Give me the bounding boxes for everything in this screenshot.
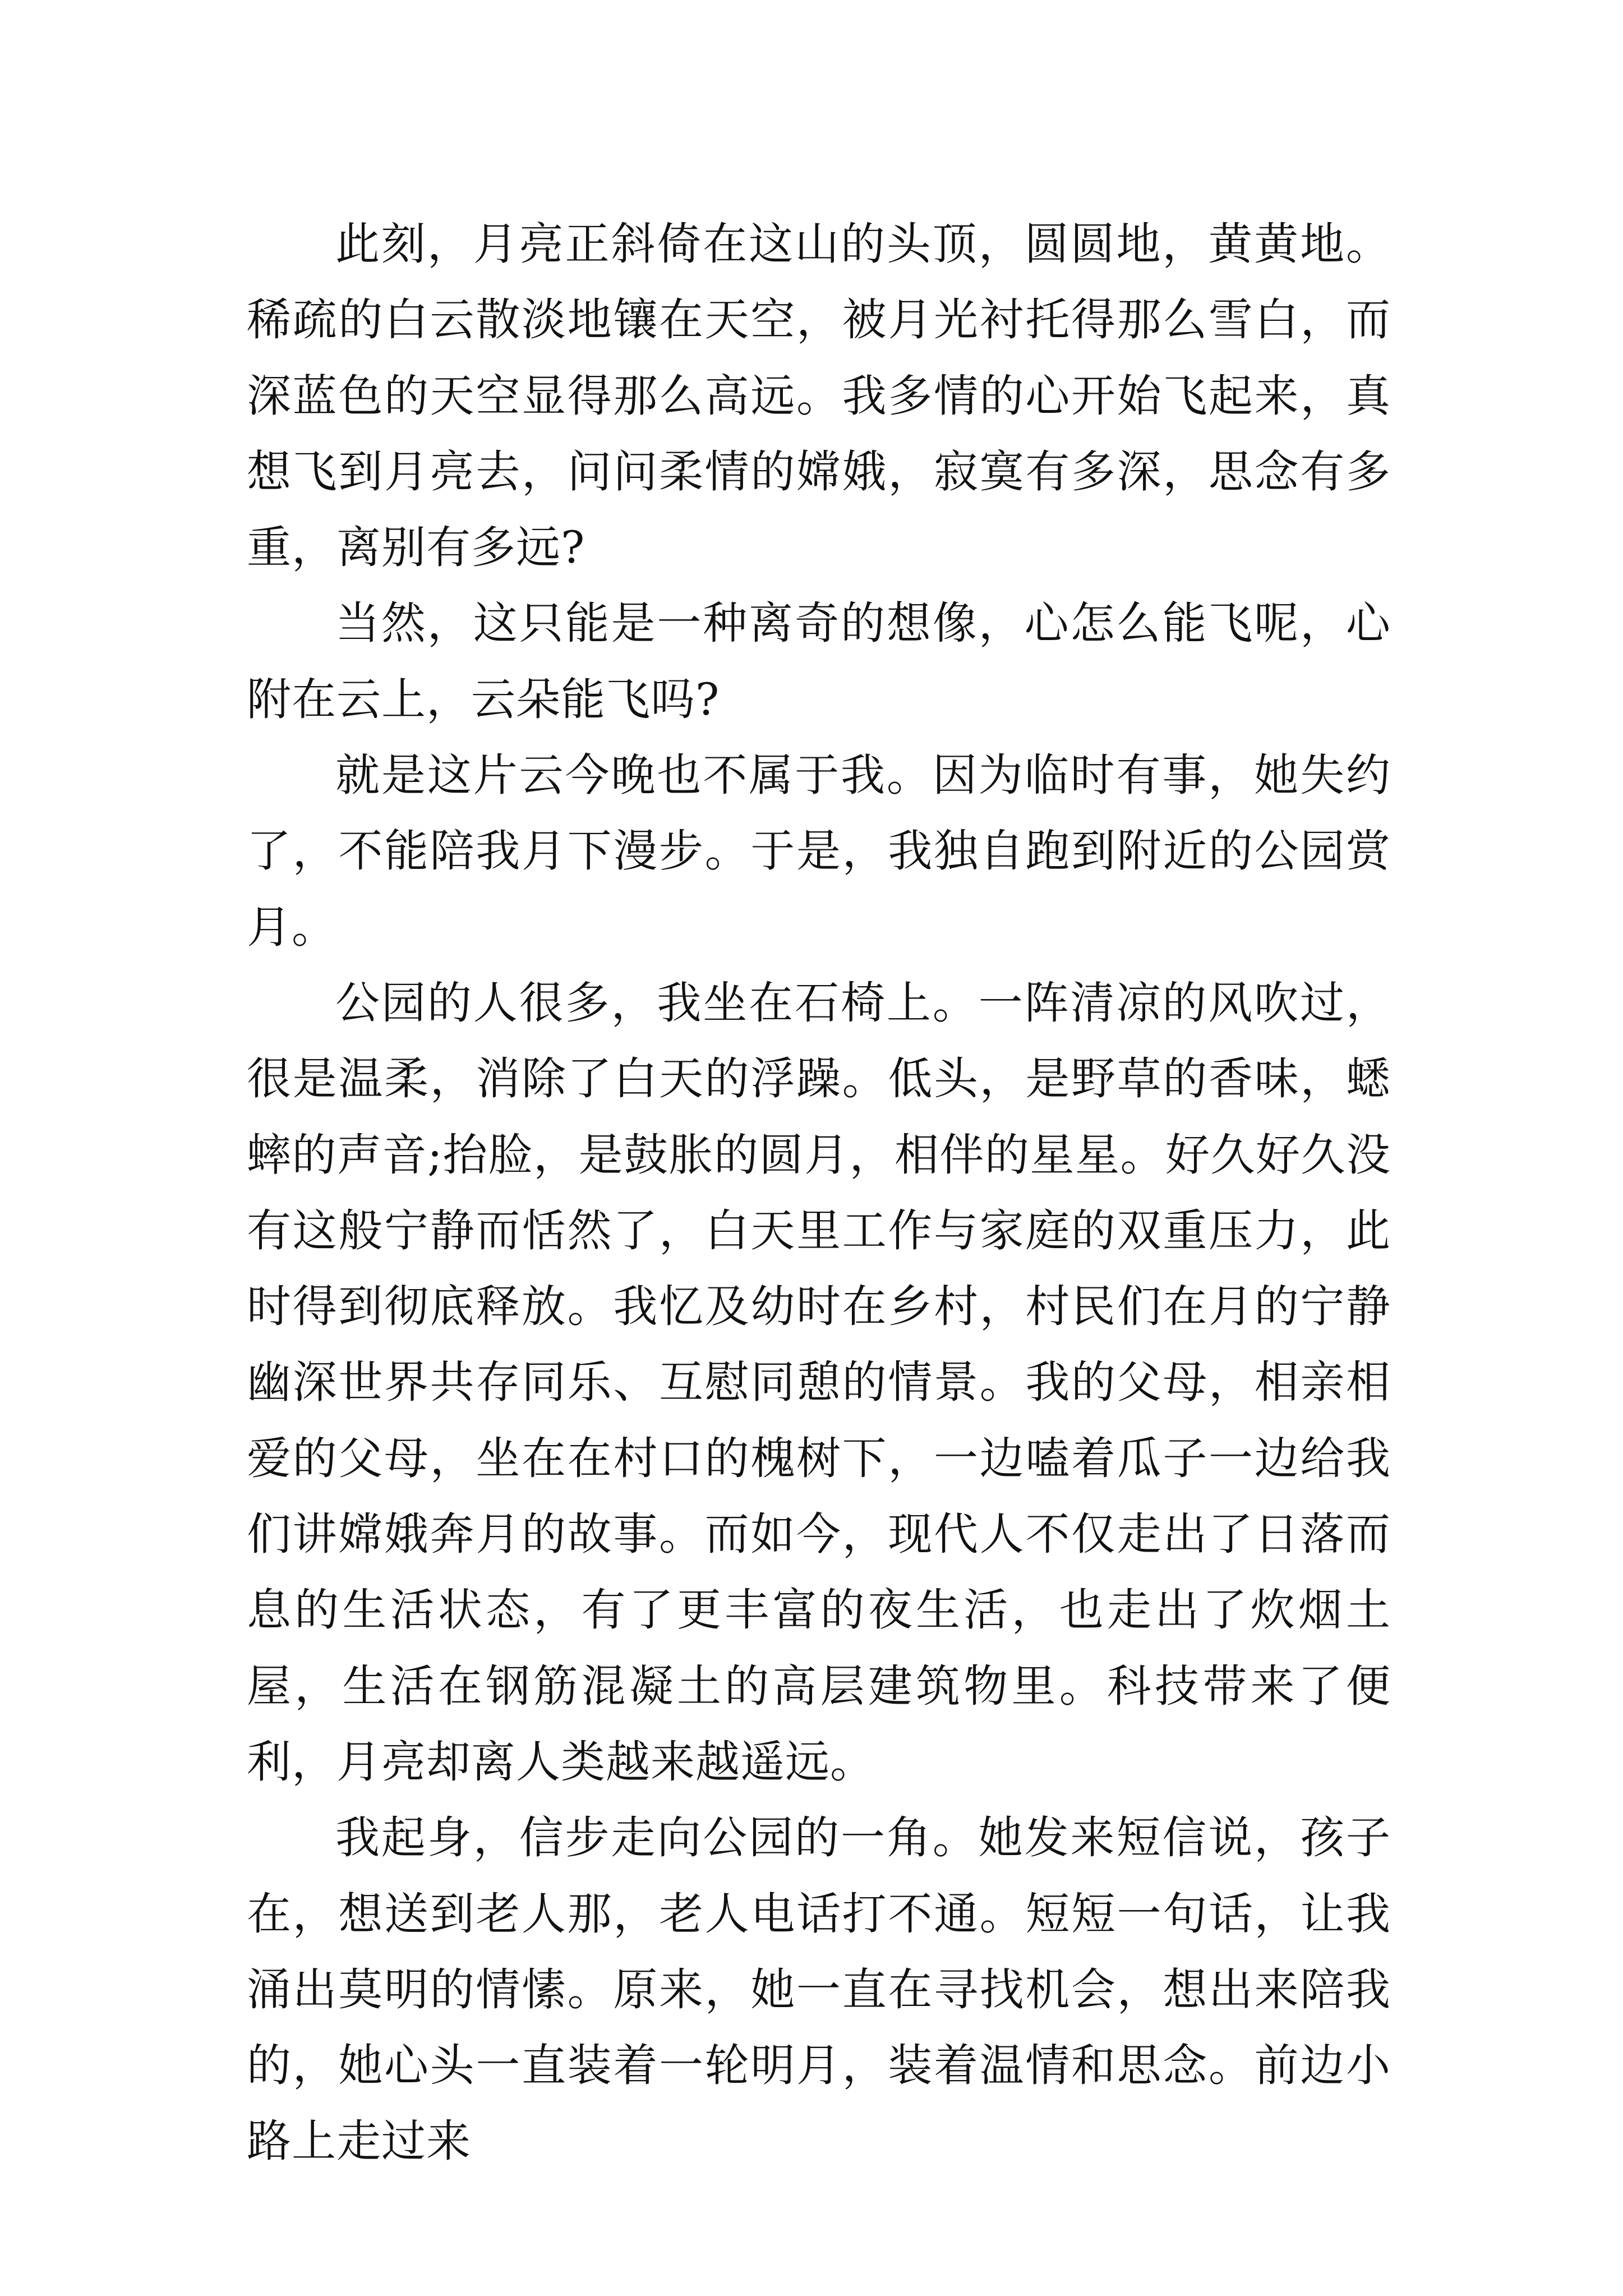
document-body: [247, 206, 1391, 2180]
paragraph-4: 公园的人很多，我坐在石椅上。一阵清凉的风吹过，很是温柔，消除了白天的浮躁。低头，是野草的香味，蟋蟀的声音;抬脸，是鼓胀的圆月，相伴的星星。好久好久没有这般宁静而恬然了，白天里工作与家庭的双重压力，此时得到彻底释放。我忆及幼时在乡村，村民们在月的宁静幽深世界共存同乐、互慰同憩的情景。我的父母，相亲相爱的父母，坐在在村口的槐树下，一边嗑着瓜子一边给我们讲嫦娥奔月的故事。而如今，现代人不仅走出了日落而息的生活状态，有了更丰富的夜生活，也走出了炊烟土屋，生活在钢筋混凝土的高层建筑物里。科技带来了便利，月亮却离人类越来越遥远。: [247, 977, 1391, 1788]
paragraph-1: 此刻，月亮正斜倚在这山的头顶，圆圆地，黄黄地。稀疏的白云散淡地镶在天空，被月光衬托得那么雪白，而深蓝色的天空显得那么高远。我多情的心开始飞起来，真想飞到月亮去，问问柔情的嫦娥，寂寞有多深，思念有多重，离别有多远?: [247, 218, 1391, 574]
paragraph-3: 就是这片云今晚也不属于我。因为临时有事，她失约了，不能陪我月下漫步。于是，我独自跑到附近的公园赏月。: [247, 749, 1391, 953]
paragraph-2: 当然，这只能是一种离奇的想像，心怎么能飞呢，心附在云上，云朵能飞吗?: [247, 597, 1391, 725]
paragraph-5: 我起身，信步走向公园的一角。她发来短信说，孩子在，想送到老人那，老人电话打不通。短短一句话，让我涌出莫明的情愫。原来，她一直在寻找机会，想出来陪我的，她心头一直装着一轮明月，装着温情和思念。前边小路上走过来: [247, 1812, 1391, 2168]
